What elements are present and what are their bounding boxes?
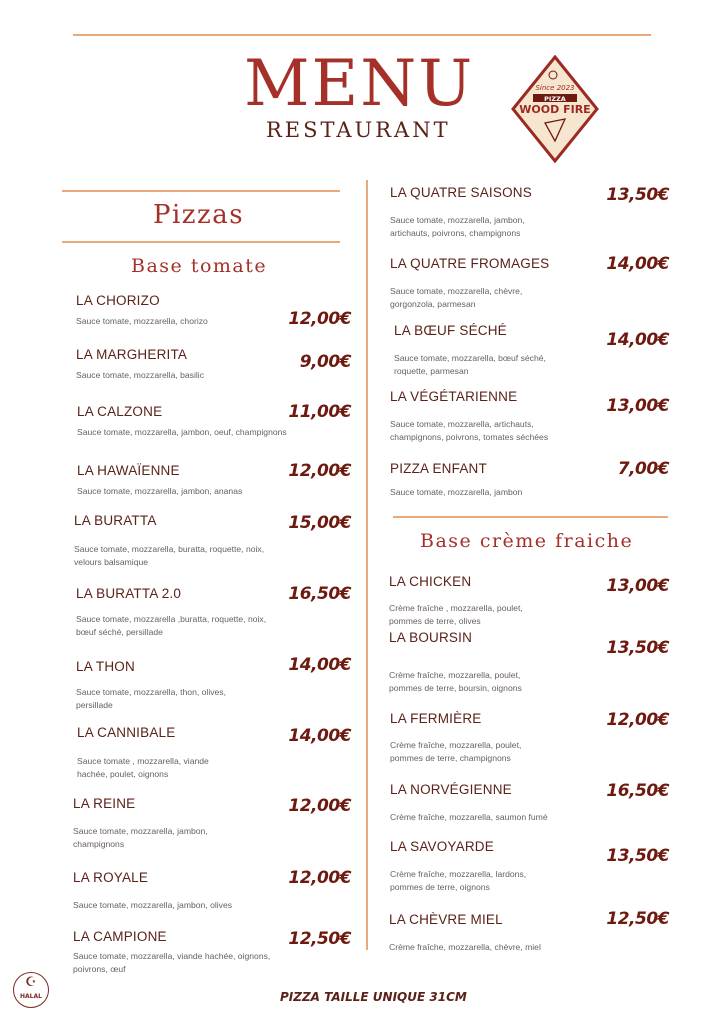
halal-badge (13, 972, 49, 1008)
pizza-name: LA CHORIZO (76, 293, 160, 308)
pizza-description: Sauce tomate, mozzarella, artichauts, champignons, poivrons, tomates séchées (390, 419, 549, 442)
section-title-pizzas: Pizzas (153, 200, 245, 230)
pizza-price: 14,00€ (606, 330, 669, 350)
pizza-name: LA BURATTA (74, 513, 157, 528)
menu-title: MENU (244, 47, 475, 121)
top-divider (73, 34, 651, 36)
pizza-price: 12,00€ (606, 710, 669, 730)
wood-fire-logo (511, 55, 599, 163)
pizza-price: 14,00€ (288, 726, 351, 746)
pizza-name: LA MARGHERITA (76, 347, 188, 362)
pizza-name: PIZZA ENFANT (390, 461, 487, 476)
pizza-description: Sauce tomate, mozzarella, thon, olives, persillade (76, 687, 226, 710)
pizza-price: 16,50€ (606, 781, 669, 801)
pizza-name: LA SAVOYARDE (390, 839, 494, 854)
pizza-name: LA CANNIBALE (77, 725, 176, 740)
logo-pizza: PIZZA (544, 95, 566, 103)
pizza-price: 12,00€ (288, 309, 351, 329)
halal-label: HALAL (20, 993, 42, 1000)
pizza-price: 7,00€ (617, 459, 669, 479)
pizza-description: Crème fraîche, mozzarella, lardons, pommes de terre, oignons (390, 869, 527, 892)
pizza-name: LA CAMPIONE (73, 929, 167, 944)
pizza-description: Sauce tomate, mozzarella, chèvre, gorgonzola, parmesan (390, 286, 523, 309)
pizza-name: LA QUATRE FROMAGES (390, 256, 550, 271)
pizza-description: Crème fraîche , mozzarella, poulet, pommes de terre, olives (389, 603, 523, 626)
pizza-name: LA REINE (73, 796, 136, 811)
pizza-description: Sauce tomate, mozzarella ,buratta, roquette, noix, bœuf séché, persillade (76, 614, 267, 637)
pizza-description: Sauce tomate, mozzarella, jambon, ananas (77, 486, 243, 496)
pizza-name: LA CHÈVRE MIEL (389, 912, 503, 927)
pizza-price: 13,50€ (606, 846, 669, 866)
pizza-price: 9,00€ (299, 352, 351, 372)
pizza-price: 13,50€ (606, 185, 669, 205)
pizzas-bottom-line (62, 241, 340, 243)
pizza-price: 15,00€ (288, 513, 351, 533)
pizza-price: 14,00€ (288, 655, 351, 675)
pizza-description: Sauce tomate, mozzarella, basilic (76, 370, 205, 380)
pizza-description: Sauce tomate , mozzarella, viande hachée, poulet, oignons (77, 756, 209, 779)
pizza-description: Sauce tomate, mozzarella, jambon, artichauts, poivrons, champignons (390, 215, 525, 238)
pizza-description: Sauce tomate, mozzarella, jambon, champignons (73, 826, 208, 849)
pizza-name: LA BOURSIN (389, 630, 473, 645)
pizza-price: 16,50€ (288, 584, 351, 604)
pizza-description: Crème fraîche, mozzarella, saumon fumé (390, 812, 548, 822)
pizza-name: LA ROYALE (73, 870, 149, 885)
pizza-name: LA QUATRE SAISONS (390, 185, 532, 200)
pizza-price: 12,50€ (288, 929, 351, 949)
pizza-description: Sauce tomate, mozzarella, viande hachée, oignons, poivrons, œuf (73, 951, 271, 974)
creme-divider (393, 516, 668, 518)
halal-icon: ☪ (25, 975, 37, 990)
pizza-description: Sauce tomate, mozzarella, buratta, roquette, noix, velours balsamique (74, 544, 265, 567)
pizza-description: Sauce tomate, mozzarella, jambon, olives (73, 900, 233, 910)
pizza-price: 12,00€ (288, 868, 351, 888)
pizza-price: 12,50€ (606, 909, 669, 929)
logo-wood-fire: WOOD FIRE (519, 103, 591, 116)
base-tomate-heading: Base tomate (131, 255, 268, 277)
pizza-price: 13,00€ (606, 576, 669, 596)
base-creme-heading: Base crème fraiche (420, 530, 634, 552)
pizza-name: LA HAWAÏENNE (77, 463, 180, 478)
pizza-name: LA BURATTA 2.0 (76, 586, 182, 601)
pizza-price: 13,00€ (606, 396, 669, 416)
pizza-name: LA BŒUF SÉCHÉ (394, 323, 507, 338)
pizza-price: 12,00€ (288, 461, 351, 481)
pizza-description: Sauce tomate, mozzarella, bœuf séché, roquette, parmesan (394, 353, 546, 376)
pizza-description: Sauce tomate, mozzarella, jambon, oeuf, champignons (77, 427, 287, 437)
pizza-description: Crème fraîche, mozzarella, chèvre, miel (389, 942, 541, 952)
pizza-price: 14,00€ (606, 254, 669, 274)
pizza-name: LA NORVÉGIENNE (390, 782, 512, 797)
pizza-name: LA FERMIÈRE (390, 711, 482, 726)
logo-since: Since 2023 (535, 84, 575, 92)
footer-note: PIZZA TAILLE UNIQUE 31CM (280, 990, 467, 1004)
pizza-description: Sauce tomate, mozzarella, jambon (390, 487, 523, 497)
pizza-name: LA CALZONE (77, 404, 163, 419)
pizza-description: Crème fraîche, mozzarella, poulet, pommes de terre, boursin, oignons (389, 670, 522, 693)
pizza-name: LA VÉGÉTARIENNE (390, 389, 518, 404)
column-divider (366, 180, 368, 950)
pizza-price: 13,50€ (606, 638, 669, 658)
menu-subtitle: RESTAURANT (266, 118, 451, 142)
pizza-name: LA CHICKEN (389, 574, 472, 589)
pizza-description: Sauce tomate, mozzarella, chorizo (76, 316, 208, 326)
pizza-price: 11,00€ (288, 402, 351, 422)
pizza-name: LA THON (76, 659, 135, 674)
pizza-description: Crème fraîche, mozzarella, poulet, pommes de terre, champignons (390, 740, 522, 763)
pizzas-top-line (62, 190, 340, 192)
pizza-price: 12,00€ (288, 796, 351, 816)
